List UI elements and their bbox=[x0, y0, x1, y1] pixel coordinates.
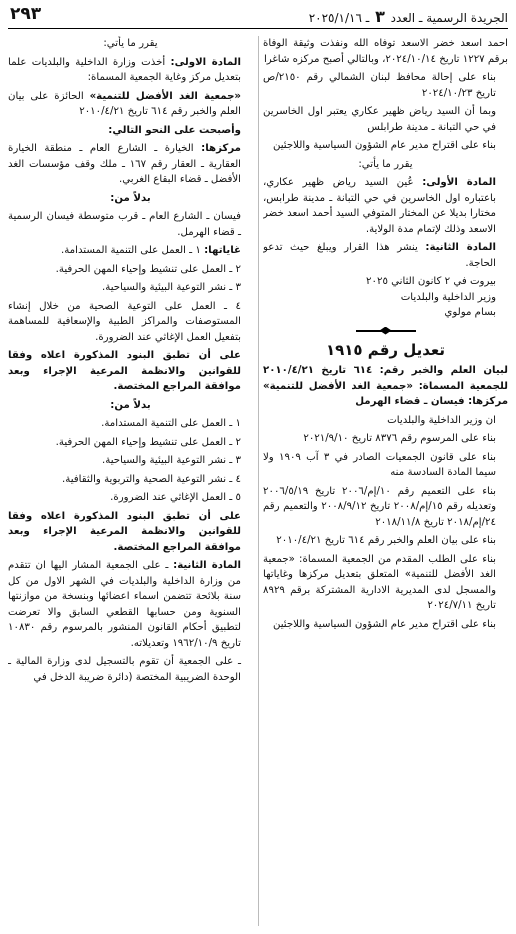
intro-paragraph: احمد اسعد خضر الاسعد توفاه الله ونفذت وثيقة الوفاة برقم ١٢٢٧ تاريخ ٢٠٢٤/١٠/١٤، وبالتالي أصبح مركزه شاغرا bbox=[263, 38, 508, 65]
left-column bbox=[8, 36, 253, 930]
conditions-clause: على أن تطبق البنود المذكورة اعلاه وفقا للقوانين والانظمة المرعية الإجراء وبعد موافقة المراجع المختصة. bbox=[8, 350, 241, 392]
instead-heading: بدلاً من: bbox=[110, 192, 151, 204]
old-headquarters: فيسان ـ الشارع العام ـ قرب متوسطة فيسان الرسمية ـ قضاء الهرمل. bbox=[8, 211, 241, 238]
new-headquarters bbox=[8, 141, 253, 188]
right-column bbox=[263, 36, 508, 930]
article-label: المادة الأولى: bbox=[422, 177, 496, 188]
signature-title: وزير الداخلية والبلديات bbox=[400, 291, 496, 303]
basis-item: بناء على المرسوم رقم ٨٣٧٦ تاريخ ٢٠٢١/٩/١٠ bbox=[303, 433, 496, 445]
goals-line bbox=[8, 243, 253, 259]
article-two bbox=[8, 558, 253, 651]
hq-text: الخيارة ـ الشارع العام ـ منطقة الخيارة العقارية ـ العقار رقم ١٦٧ ـ ملك وقف مؤسسات الغد الأفضل ـ قضاء البقاع الغربي. bbox=[8, 143, 242, 185]
minister-line: ان وزير الداخلية والبلديات bbox=[387, 414, 496, 426]
signature-name: بسام مولوي bbox=[444, 307, 496, 318]
intro-paragraph: وبما أن السيد رياض ظهير عكاري يعتبر اول الخاسرين في حي التبانة ـ مدينة طرابلس bbox=[263, 106, 496, 133]
signature-block bbox=[263, 274, 508, 321]
goals-label: غاياتها: bbox=[204, 245, 241, 256]
decides-heading: يقرر ما يأتي: bbox=[103, 38, 158, 49]
basis-item: بناء على التعميم رقم ١٠/إم/٢٠٠٦ تاريخ ٢٠٠٦/٥/١٩ وتعديله رقم ١٥/إم/٢٠٠٨ تاريخ ٢٠٠٨/٩/١٢ والتعميم رقم ٢٤/إم/٢٠١٨ تاريخ ٢٠١٨/١١/٨ bbox=[263, 485, 497, 528]
journal-title bbox=[309, 7, 508, 26]
instead-heading: بدلاً من: bbox=[110, 399, 151, 411]
article-two bbox=[263, 240, 508, 271]
old-goal-item: ١ ـ العمل على التنمية المستدامة. bbox=[101, 418, 241, 429]
goal-item: ١ ـ العمل على التنمية المستدامة. bbox=[60, 245, 205, 256]
amendment-title: تعديل رقم ١٩١٥ bbox=[325, 340, 446, 359]
intro-paragraph: بناء على إحالة محافظ لبنان الشمالي رقم ٢١٥٠/ص تاريخ ٢٠٢٤/١٠/٢٣ bbox=[263, 72, 496, 99]
old-goal-item: ٣ ـ نشر التوعية البيئية والسياحية. bbox=[102, 455, 241, 466]
article-text: أخذت وزارة الداخلية والبلديات علما بتعديل مركز وغاية الجمعية المسماة: bbox=[8, 56, 241, 83]
page-number: ٢٩٣ bbox=[10, 4, 42, 24]
article-text: ينشر هذا القرار ويبلغ حيث تدعو الحاجة. bbox=[263, 242, 496, 269]
article-one bbox=[263, 175, 508, 237]
section-divider bbox=[356, 327, 416, 335]
basis-item: بناء على قانون الجمعيات الصادر في ٣ آب ١٩٠٩ ولا سيما المادة السادسة منه bbox=[263, 451, 496, 479]
decides-heading: يقرر ما يأتي: bbox=[358, 158, 413, 170]
goal-item: ٣ ـ نشر التوعية البيئية والسياحية. bbox=[102, 282, 241, 293]
goal-item: ٢ ـ العمل على تنشيط وإحياء المهن الحرفية. bbox=[55, 263, 241, 275]
intro-paragraph: بناء على اقتراح مدير عام الشؤون السياسية واللاجئين bbox=[272, 140, 496, 151]
issue-date: ـ ٢٠٢٥/١/١٦ bbox=[308, 11, 370, 25]
basis-item: بناء على اقتراح مدير عام الشؤون السياسية واللاجئين bbox=[272, 618, 496, 630]
signature-date: بيروت في ٢ كانون الثاني ٢٠٢٥ bbox=[366, 276, 496, 287]
old-goal-item: ٥ ـ العمل الإغاثي عند الضرورة. bbox=[110, 492, 241, 503]
journal-name: الجريدة الرسمية ـ العدد bbox=[390, 11, 508, 25]
amendment-subject: لبيان العلم والخبر رقم: ٦١٤ تاريخ ٢٠١٠/٤/٢١ للجمعية المسماة: «جمعية الغد الأفضل للتنمية» مركزها: فيسان ـ قضاء الهرمل bbox=[263, 365, 508, 408]
association-name-line bbox=[8, 89, 253, 120]
conditions-clause: على أن تطبق البنود المذكورة اعلاه وفقا للقوانين والانظمة المرعية الإجراء وبعد موافقة المراجع المختصة. bbox=[8, 510, 241, 553]
basis-item: بناء على بيان العلم والخبر رقم ٦١٤ تاريخ ٢٠١٠/٤/٢١ bbox=[276, 535, 496, 547]
article-text: ـ على الجمعية المشار اليها ان تتقدم من وزارة الداخلية والبلديات في الشهر الاول من كل سنة بلائحة تتضمن اسماء اعضائها وبنسخة من موازنتها السنوية ومن حسابها القطعي السابق والا تعرضت لتطبيق أحكام القانون المنشور بالمرسوم رقم ١٠٨٣٠ تاريخ ١٩٦٢/١٠/٩ وتعديلاته. bbox=[8, 560, 241, 649]
article-text: عُين السيد رياض ظهير عكاري، باعتباره اول الخاسرين في حي التبانة ـ مدينة طرابس، مختارا بديلا عن المختار المتوفي السيد أحمد اسعد خضر الاسعد وذلك لإتمام مدة الولاية. bbox=[263, 177, 496, 235]
article-label: المادة الثانية: bbox=[173, 560, 241, 571]
article-one bbox=[8, 55, 253, 86]
became-heading: وأصبحت على النحو التالي: bbox=[108, 124, 241, 136]
association-detail: الحائزة على بيان العلم والخبر رقم ٦١٤ تاريخ ٢٠١٠/٤/٢١ bbox=[8, 90, 241, 117]
hq-label: مركزها: bbox=[201, 143, 241, 154]
page-header bbox=[8, 4, 508, 29]
article-label: المادة الاولى: bbox=[170, 56, 241, 68]
basis-item: بناء على الطلب المقدم من الجمعية المسماة: «جمعية الغد الأفضل للتنمية» المتعلق بتعديل مركزها وغاياتها والمسجل لدى المديرية الادارية المشتركة برقم ٨٩٢٩ تاريخ ٢٠٢٤/٧/١١ bbox=[263, 553, 496, 612]
old-goal-item: ٤ ـ نشر التوعية الصحية والتربوية والثقافية. bbox=[62, 473, 241, 485]
final-clause: ـ على الجمعية أن تقوم بالتسجيل لدى وزارة المالية ـ الوحدة الضريبية المختصة (دائرة ضريبة الدخل في bbox=[8, 656, 241, 683]
issue-number: ٣ bbox=[375, 7, 385, 26]
association-name: «جمعية الغد الأفضل للتنمية» bbox=[89, 90, 241, 102]
goal-item: ٤ ـ العمل على التوعية الصحية من خلال إنشاء المستوصفات والمراكز الطبية والإسعافية للمساهمة بتفعيل العمل الإغاثي عند الضرورة. bbox=[8, 300, 241, 343]
column-divider bbox=[258, 36, 259, 926]
old-goal-item: ٢ ـ العمل على تنشيط وإحياء المهن الحرفية. bbox=[55, 436, 241, 448]
article-label: المادة الثانية: bbox=[425, 242, 496, 253]
